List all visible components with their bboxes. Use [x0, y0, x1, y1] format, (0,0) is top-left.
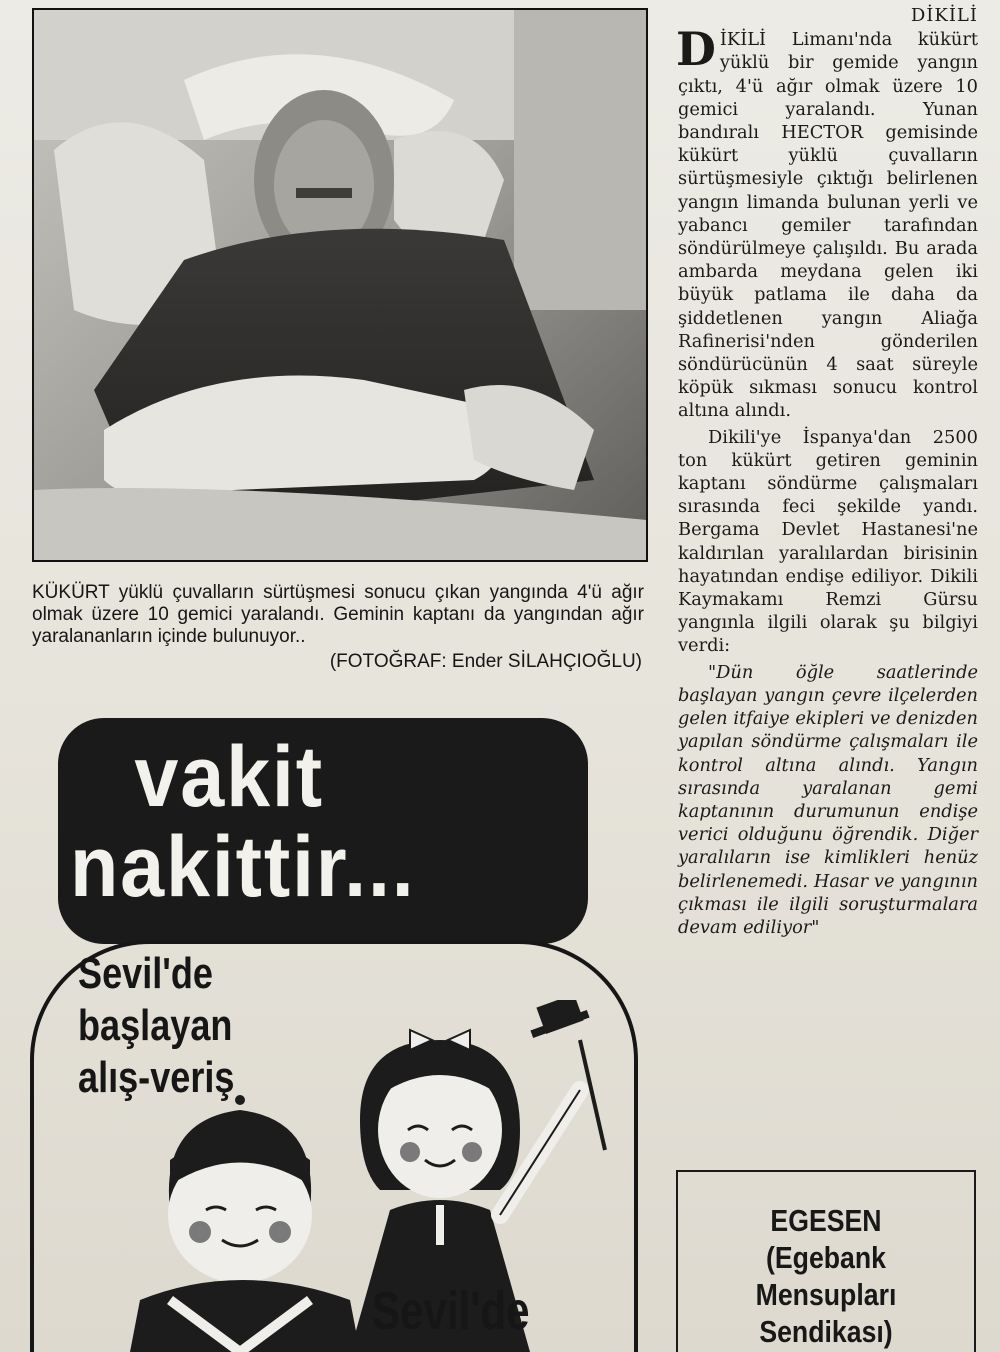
- ad-tagline-line2: başlayan: [78, 1001, 233, 1050]
- egesen-line4: Sendikası): [759, 1314, 893, 1349]
- cartoon-children-icon: [60, 1000, 620, 1352]
- ad-tagline-line1: Sevil'de: [78, 949, 213, 998]
- article-paragraph-1-text: İKİLİ Limanı'nda kükürt yüklü bir gemide yangın çıktı, 4'ü ağır olmak üzere 10 gemici yaralandı. Yunan bandıralı HECTOR gemisinde kükürt yüklü çuvalların sürtüşmesiyle çıktığı belirlenen yangın limanda bulunan yerli ve yabancı gemiler tarafından söndürülmeye çalışıldı. Bu arada ambarda meydana gelen iki büyük patlama ile daha da şiddetlenen yangın Aliağa Rafinerisi'nden gönderilen söndürücünün 4 saat süreyle köpük sıkması sonucu kontrol altına alındı.: [678, 29, 978, 422]
- ad-tagline-line3: alış-veriş: [78, 1053, 235, 1102]
- ad-slogan-line1: vakit: [134, 729, 324, 825]
- ad-slogan-line2: nakittir...: [70, 819, 416, 915]
- advertisement: [0, 700, 660, 1352]
- article-quote: "Dün öğle saatlerinde başlayan yangın çevre ilçelerden gelen itfaiye ekipleri ve denizden yapılan söndürme çalışmaları ile kontrol altına alındı. Yangın sırasında yaralanan gemi kaptanının durumunun endişe verici olduğunu öğrendik. Diğer yaralıların ise kimlikleri henüz belirlenemedi. Hasar ve yangının çıkması ile ilgili soruşturmalara devam ediliyor": [678, 661, 978, 938]
- article-dropcap: D: [676, 22, 716, 77]
- news-article: [678, 4, 978, 939]
- article-paragraph-2: Dikili'ye İspanya'dan 2500 ton kükürt getiren geminin kaptanı söndürme çalışmaları sırasında feci şekilde yandı. Bergama Devlet Hastanesi'ne kaldırılan yaralılardan birisinin hayatından endişe ediliyor. Dikili Kaymakamı Remzi Gürsu yangınla ilgili olarak şu bilgiyi verdi:: [678, 426, 978, 657]
- ad-bottom-text: Sevil'de: [372, 1281, 530, 1341]
- article-dateline: DİKİLİ: [910, 5, 978, 26]
- news-photo: [32, 8, 648, 562]
- egesen-line1: EGESEN: [770, 1203, 882, 1238]
- injured-captain-photo-icon: [34, 10, 646, 560]
- photo-credit: (FOTOĞRAF: Ender SİLAHÇIOĞLU): [329, 651, 642, 672]
- egesen-box: [676, 1170, 976, 1352]
- article-paragraph-1: [676, 22, 978, 422]
- egesen-box-text: [699, 1202, 954, 1350]
- egesen-line2: (Egebank: [766, 1240, 886, 1275]
- photo-caption: KÜKÜRT yüklü çuvalların sürtüşmesi sonucu çıkan yangında 4'ü ağır olmak üzere 10 gemici yaralandı. Geminin kaptanı da yangından ağır yaralananların içinde bulunuyor..: [32, 582, 644, 647]
- ad-slogan: [70, 729, 548, 915]
- egesen-line3: Mensupları: [755, 1277, 897, 1312]
